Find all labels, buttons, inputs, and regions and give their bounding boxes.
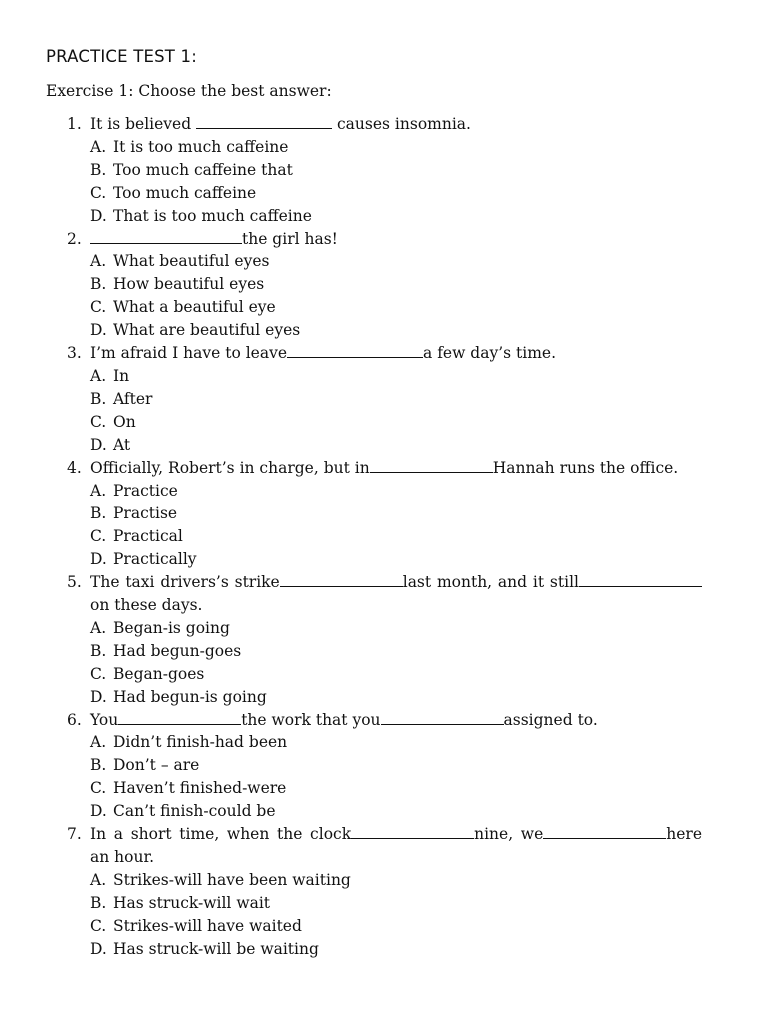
answer-blank (90, 228, 242, 244)
option-text: That is too much caffeine (113, 206, 312, 225)
question-list (0, 113, 768, 961)
question-4 (0, 457, 768, 572)
option-a (90, 136, 702, 159)
option-letter: C. (90, 183, 107, 202)
option-d (90, 938, 702, 961)
options-list (90, 365, 702, 457)
stem-text: In a short time, when the clock (90, 825, 352, 844)
option-c (90, 777, 702, 800)
stem-text: You (90, 710, 119, 729)
option-text: What a beautiful eye (113, 298, 276, 317)
option-letter: C. (90, 412, 107, 431)
option-letter: D. (90, 321, 107, 340)
option-text: Had begun-goes (113, 641, 242, 660)
option-text: Too much caffeine (113, 183, 257, 202)
option-text: Too much caffeine that (113, 160, 293, 179)
question-7 (0, 823, 768, 960)
stem-text: last month, and it still (402, 573, 579, 592)
option-b (90, 502, 702, 525)
question-stem (90, 228, 702, 251)
stem-text: the work that you (241, 710, 381, 729)
option-letter: B. (90, 160, 107, 179)
answer-blank (287, 342, 423, 358)
option-text: Didn’t finish-had been (113, 733, 288, 752)
question-5 (0, 571, 768, 708)
option-b (90, 892, 702, 915)
exercise-heading: Exercise 1: Choose the best answer: (46, 82, 332, 100)
option-d (90, 434, 702, 457)
option-d (90, 319, 702, 342)
question-stem (90, 709, 702, 732)
option-text: On (113, 412, 136, 431)
question-number: 7. (67, 825, 82, 844)
option-b (90, 754, 702, 777)
question-number: 6. (67, 710, 82, 729)
options-list (90, 731, 702, 823)
option-text: Practice (113, 481, 178, 500)
question-3 (0, 342, 768, 457)
answer-blank (370, 457, 493, 473)
stem-text: the girl has! (242, 229, 338, 248)
option-text: It is too much caffeine (113, 137, 289, 156)
option-text: How beautiful eyes (113, 275, 265, 294)
option-letter: C. (90, 916, 107, 935)
options-list (90, 869, 702, 961)
option-c (90, 411, 702, 434)
option-a (90, 617, 702, 640)
option-b (90, 273, 702, 296)
option-letter: D. (90, 939, 107, 958)
answer-blank (118, 709, 241, 725)
question-stem (90, 342, 702, 365)
option-c (90, 915, 702, 938)
option-letter: B. (90, 756, 107, 775)
question-stem (90, 113, 702, 136)
option-letter: D. (90, 206, 107, 225)
answer-blank (543, 823, 666, 839)
option-text: What beautiful eyes (113, 252, 270, 271)
option-text: Haven’t finished-were (113, 779, 287, 798)
question-number: 4. (67, 458, 82, 477)
option-text: Don’t – are (113, 756, 200, 775)
stem-text: Hannah runs the office. (492, 458, 679, 477)
stem-text: It is believed (90, 115, 197, 133)
option-letter: A. (90, 870, 107, 889)
stem-text: Officially, Robert’s in charge, but in (90, 458, 370, 477)
option-text: Strikes-will have been waiting (113, 870, 351, 889)
question-stem (90, 823, 702, 869)
question-stem (90, 571, 702, 617)
option-letter: D. (90, 802, 107, 821)
option-text: Had begun-is going (113, 687, 267, 706)
option-text: What are beautiful eyes (113, 321, 301, 340)
option-letter: C. (90, 779, 107, 798)
question-1 (0, 113, 768, 228)
option-letter: A. (90, 366, 107, 385)
option-a (90, 250, 702, 273)
answer-blank (351, 823, 474, 839)
option-text: Has struck-will be waiting (113, 939, 319, 958)
option-text: Has struck-will wait (113, 893, 271, 912)
option-letter: C. (90, 664, 107, 683)
answer-blank (280, 571, 403, 587)
option-letter: C. (90, 527, 107, 546)
answer-blank (381, 709, 504, 725)
options-list (90, 136, 702, 228)
option-d (90, 800, 702, 823)
stem-text: on these days. (90, 596, 203, 615)
question-number: 5. (67, 573, 82, 592)
option-letter: B. (90, 275, 107, 294)
option-letter: A. (90, 733, 107, 752)
option-c (90, 525, 702, 548)
option-a (90, 365, 702, 388)
option-letter: D. (90, 550, 107, 569)
option-letter: B. (90, 504, 107, 523)
option-text: Began-is going (113, 618, 230, 637)
page-title: PRACTICE TEST 1: (46, 47, 197, 66)
option-letter: D. (90, 435, 107, 454)
option-text: After (113, 389, 153, 408)
stem-text: I’m afraid I have to leave (90, 344, 288, 363)
option-text: Practically (113, 550, 197, 569)
stem-text: here an hour. (90, 825, 702, 866)
question-6 (0, 709, 768, 824)
option-letter: B. (90, 641, 107, 660)
option-b (90, 640, 702, 663)
question-number: 3. (67, 344, 82, 363)
option-text: Began-goes (113, 664, 205, 683)
option-text: Can’t finish-could be (113, 802, 276, 821)
option-b (90, 388, 702, 411)
stem-text: a few day’s time. (423, 344, 557, 363)
option-d (90, 548, 702, 571)
option-a (90, 731, 702, 754)
option-letter: A. (90, 618, 107, 637)
options-list (90, 617, 702, 709)
option-c (90, 182, 702, 205)
stem-text: nine, we (474, 825, 544, 844)
question-stem (90, 457, 702, 480)
option-letter: A. (90, 252, 107, 271)
option-letter: B. (90, 893, 107, 912)
answer-blank (579, 571, 702, 587)
option-text: At (113, 435, 131, 454)
option-text: Strikes-will have waited (113, 916, 302, 935)
stem-text: The taxi drivers’s strike (90, 573, 280, 592)
option-letter: B. (90, 389, 107, 408)
option-a (90, 869, 702, 892)
stem-text: causes insomnia. (332, 115, 471, 133)
option-text: Practical (113, 527, 183, 546)
question-2 (0, 228, 768, 343)
option-letter: D. (90, 687, 107, 706)
answer-blank (196, 113, 332, 129)
question-number: 1. (67, 115, 82, 133)
option-b (90, 159, 702, 182)
option-c (90, 663, 702, 686)
option-d (90, 205, 702, 228)
option-text: In (113, 366, 130, 385)
option-letter: C. (90, 298, 107, 317)
question-number: 2. (67, 229, 82, 248)
options-list (90, 480, 702, 572)
stem-text: assigned to. (503, 710, 598, 729)
option-c (90, 296, 702, 319)
option-d (90, 686, 702, 709)
option-letter: A. (90, 137, 107, 156)
options-list (90, 250, 702, 342)
option-text: Practise (113, 504, 178, 523)
option-letter: A. (90, 481, 107, 500)
option-a (90, 480, 702, 503)
